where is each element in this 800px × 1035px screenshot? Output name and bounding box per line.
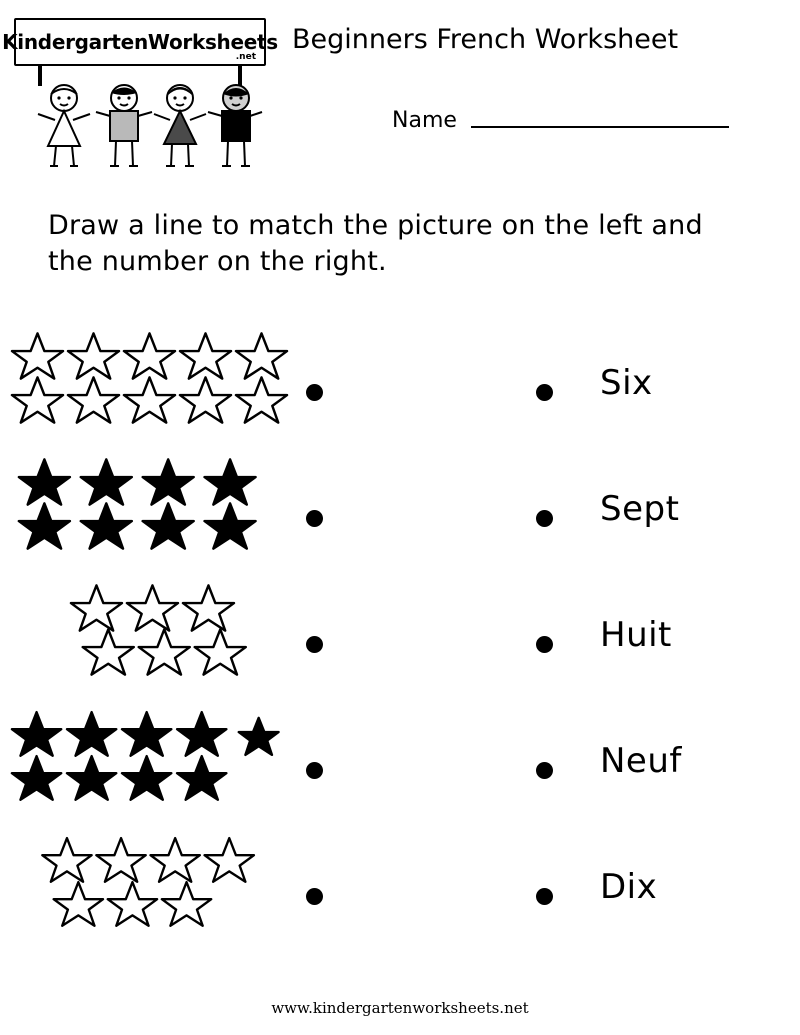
matching-exercise bbox=[0, 330, 800, 960]
french-number-word: Huit bbox=[600, 615, 672, 655]
left-match-dot[interactable] bbox=[306, 510, 323, 527]
match-row bbox=[0, 834, 800, 960]
star-line-bottom bbox=[10, 626, 290, 676]
star-line-bottom bbox=[10, 374, 290, 424]
star-group-3 bbox=[10, 582, 290, 708]
footer-url: www.kindergartenworksheets.net bbox=[271, 999, 529, 1017]
children-holding-hands-icon bbox=[22, 80, 266, 176]
logo-wordmark bbox=[2, 30, 278, 54]
star-group-4 bbox=[10, 708, 290, 834]
french-number-word: Sept bbox=[600, 489, 680, 529]
left-match-dot[interactable] bbox=[306, 762, 323, 779]
french-number-word: Dix bbox=[600, 867, 658, 907]
logo-word-worksheets: Worksheets bbox=[147, 30, 278, 54]
right-match-dot[interactable] bbox=[536, 510, 553, 527]
stars-solid-4 bbox=[10, 751, 290, 803]
stars-outline-3 bbox=[10, 625, 290, 677]
name-label: Name bbox=[392, 108, 457, 133]
right-match-dot[interactable] bbox=[536, 384, 553, 401]
star-group-5 bbox=[10, 834, 290, 960]
match-row bbox=[0, 456, 800, 582]
site-logo bbox=[2, 18, 278, 168]
match-row bbox=[0, 582, 800, 708]
star-group-1 bbox=[10, 330, 290, 456]
french-number-word: Neuf bbox=[600, 741, 682, 781]
left-match-dot[interactable] bbox=[306, 384, 323, 401]
name-input-line[interactable] bbox=[471, 126, 729, 128]
name-field-row bbox=[392, 108, 729, 133]
logo-word-kindergarten: Kindergarten bbox=[2, 30, 148, 54]
worksheet-header bbox=[0, 0, 800, 170]
left-match-dot[interactable] bbox=[306, 888, 323, 905]
logo-net-suffix: .net bbox=[235, 52, 256, 62]
stars-solid-4 bbox=[10, 499, 290, 551]
match-row bbox=[0, 708, 800, 834]
french-number-word: Six bbox=[600, 363, 653, 403]
right-match-dot[interactable] bbox=[536, 636, 553, 653]
right-match-dot[interactable] bbox=[536, 888, 553, 905]
star-line-bottom bbox=[10, 752, 290, 802]
match-row bbox=[0, 330, 800, 456]
stars-outline-3 bbox=[10, 877, 290, 929]
star-group-2 bbox=[10, 456, 290, 582]
left-match-dot[interactable] bbox=[306, 636, 323, 653]
page-title: Beginners French Worksheet bbox=[292, 24, 679, 55]
instructions-text: Draw a line to match the picture on the left and the number on the right. bbox=[48, 210, 703, 277]
star-line-bottom bbox=[10, 500, 290, 550]
right-match-dot[interactable] bbox=[536, 762, 553, 779]
logo-sign-board bbox=[2, 18, 278, 66]
stars-outline-5 bbox=[10, 373, 290, 425]
star-line-bottom bbox=[10, 878, 290, 928]
